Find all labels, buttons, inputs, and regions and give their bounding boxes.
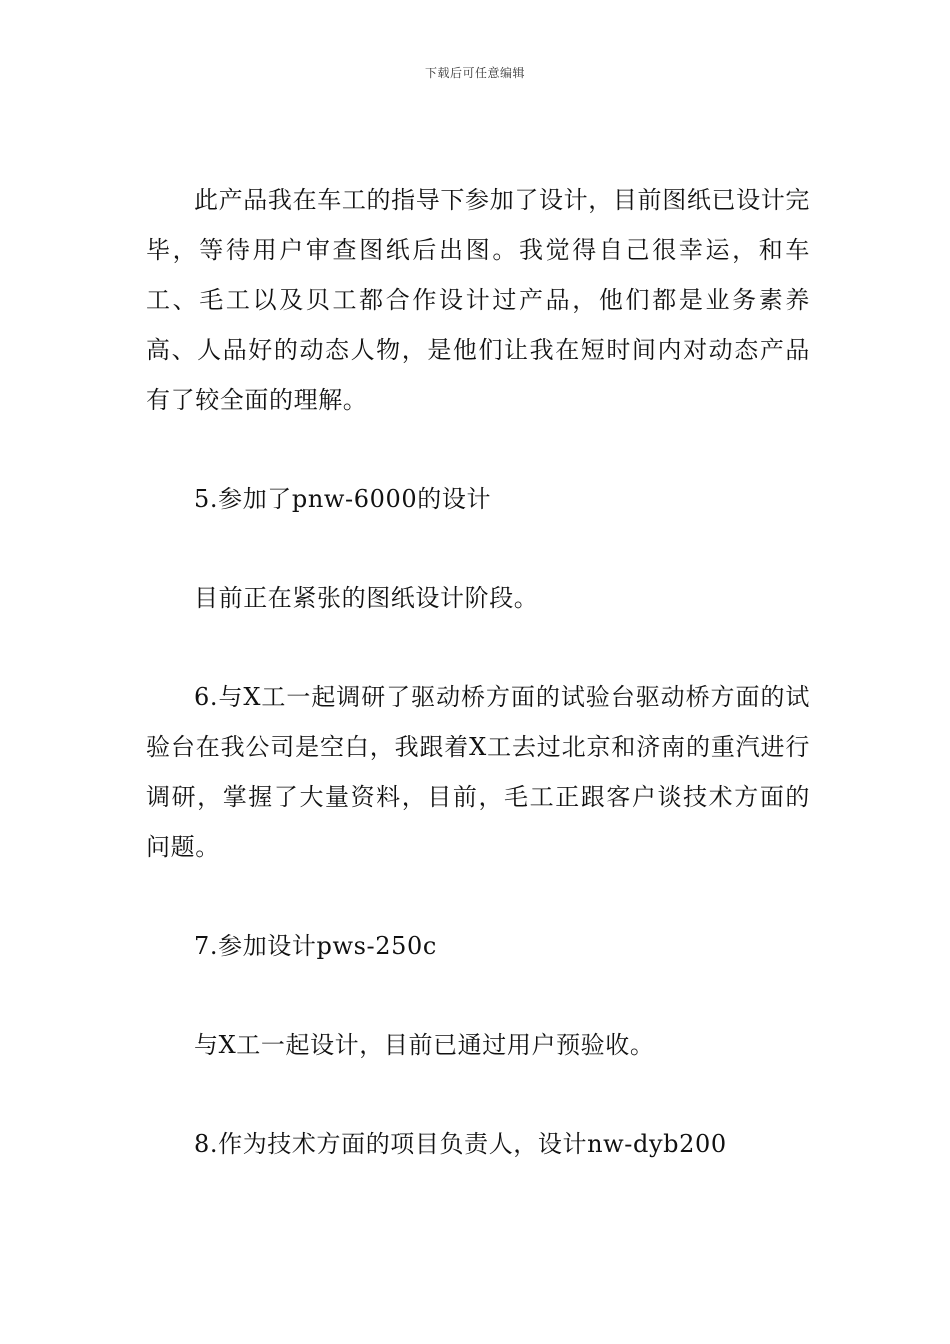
paragraph-item-5-body: 目前正在紧张的图纸设计阶段。 [194,584,539,612]
document-body [146,175,810,1169]
paragraph-item-6: 6.与X工一起调研了驱动桥方面的试验台驱动桥方面的试验台在我公司是空白，我跟着X工去过北京和济南的重汽进行调研，掌握了大量资料，目前，毛工正跟客户谈技术方面的问题。 [146,683,810,861]
paragraph-item-5-heading: 5.参加了pnw-6000的设计 [194,485,492,513]
paragraph-item-7-heading: 7.参加设计pws-250c [194,932,437,960]
paragraph-product-design: 此产品我在车工的指导下参加了设计，目前图纸已设计完毕，等待用户审查图纸后出图。我觉得自己很幸运，和车工、毛工以及贝工都合作设计过产品，他们都是业务素养高、人品好的动态人物，是他们让我在短时间内对动态产品有了较全面的理解。 [146,186,810,414]
page-header: 下载后可任意编辑 [424,66,525,80]
paragraph-item-8-heading: 8.作为技术方面的项目负责人，设计nw-dyb200 [194,1130,727,1158]
paragraph-item-7-body: 与X工一起设计，目前已通过用户预验收。 [194,1031,655,1059]
